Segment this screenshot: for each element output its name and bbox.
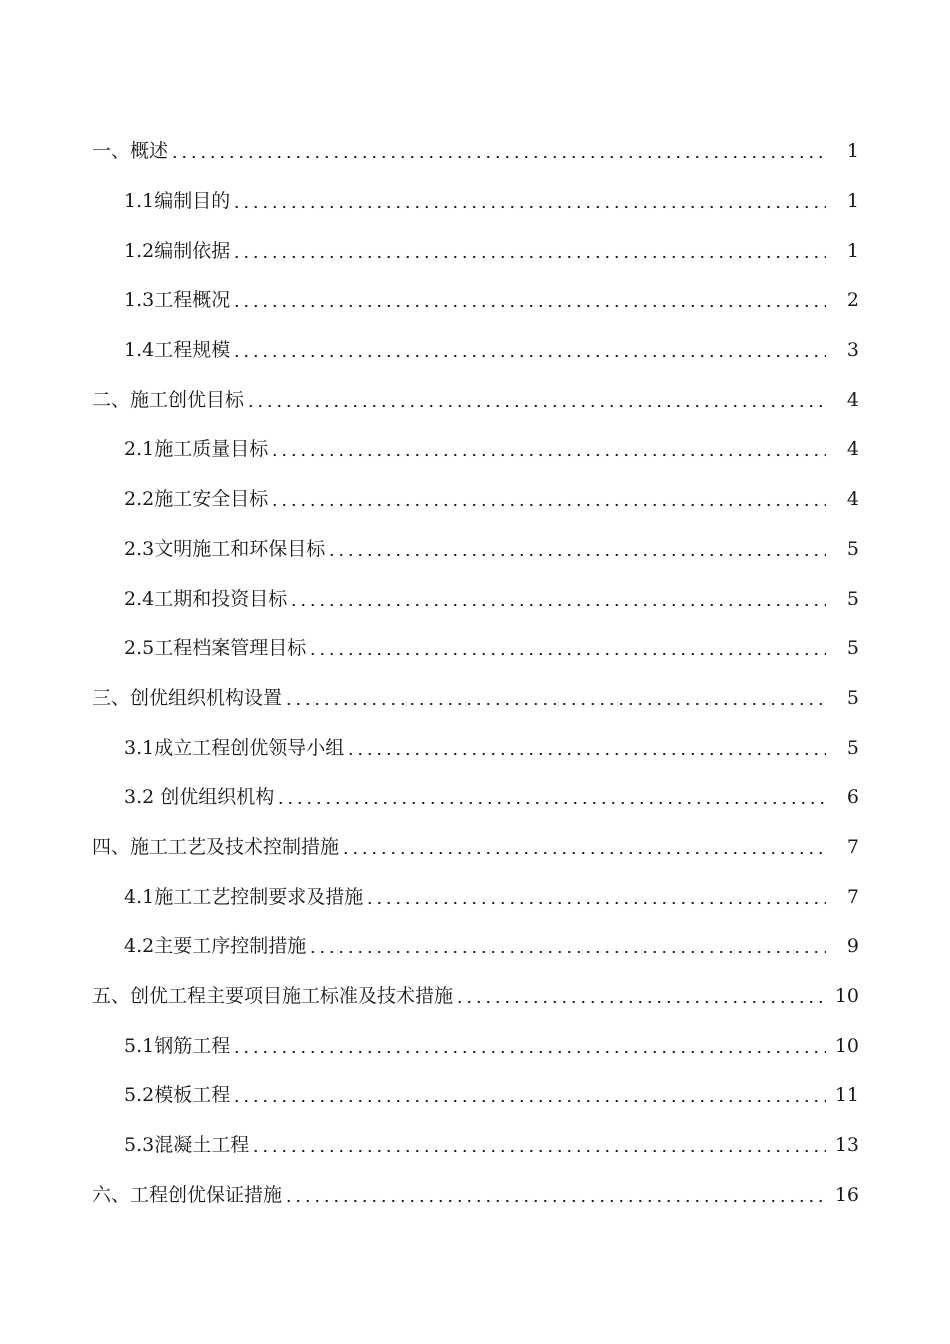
toc-entry-title: 5.3混凝土工程 xyxy=(124,1134,250,1157)
toc-dot-leader xyxy=(251,1136,826,1155)
toc-subsection-entry[interactable] xyxy=(0,574,950,624)
toc-section-entry[interactable] xyxy=(0,674,950,724)
toc-page-number: 3 xyxy=(846,339,859,362)
toc-dot-leader xyxy=(246,391,826,410)
toc-dot-leader xyxy=(232,1037,826,1056)
toc-dot-leader xyxy=(341,838,826,857)
toc-entry-title: 2.2施工安全目标 xyxy=(124,488,269,511)
toc-subsection-entry[interactable] xyxy=(0,326,950,376)
toc-page-number: 5 xyxy=(846,637,859,660)
toc-subsection-entry[interactable] xyxy=(0,1021,950,1071)
toc-subsection-entry[interactable] xyxy=(0,872,950,922)
toc-entry-title: 3.2 创优组织机构 xyxy=(124,786,275,809)
toc-section-entry[interactable] xyxy=(0,823,950,873)
toc-entry-title: 1.1编制目的 xyxy=(124,190,231,213)
toc-page-number: 2 xyxy=(846,289,859,312)
toc-section-entry[interactable] xyxy=(0,1170,950,1220)
toc-subsection-entry[interactable] xyxy=(0,177,950,227)
toc-page-number: 6 xyxy=(846,786,859,809)
toc-entry-title: 二、施工创优目标 xyxy=(92,388,245,411)
toc-dot-leader xyxy=(455,987,826,1006)
toc-subsection-entry[interactable] xyxy=(0,276,950,326)
toc-dot-leader xyxy=(270,440,826,459)
toc-dot-leader xyxy=(346,739,826,758)
toc-entry-title: 1.2编制依据 xyxy=(124,239,231,262)
toc-page-number: 4 xyxy=(846,388,859,411)
toc-page-number: 1 xyxy=(846,190,859,213)
toc-section-entry[interactable] xyxy=(0,972,950,1022)
toc-page-number: 9 xyxy=(846,935,859,958)
toc-entry-title: 3.1成立工程创优领导小组 xyxy=(124,736,345,759)
toc-page-number: 1 xyxy=(846,140,859,163)
toc-dot-leader xyxy=(276,788,826,807)
table-of-contents xyxy=(0,127,950,1220)
toc-page-number: 1 xyxy=(846,239,859,262)
toc-dot-leader xyxy=(289,590,826,609)
toc-subsection-entry[interactable] xyxy=(0,773,950,823)
toc-page-number: 16 xyxy=(834,1183,859,1206)
toc-entry-title: 2.4工期和投资目标 xyxy=(124,587,288,610)
toc-section-entry[interactable] xyxy=(0,127,950,177)
toc-dot-leader xyxy=(232,1086,826,1105)
toc-page-number: 5 xyxy=(846,537,859,560)
toc-subsection-entry[interactable] xyxy=(0,1121,950,1171)
toc-page-number: 5 xyxy=(846,587,859,610)
toc-subsection-entry[interactable] xyxy=(0,226,950,276)
toc-dot-leader xyxy=(327,540,826,559)
toc-subsection-entry[interactable] xyxy=(0,525,950,575)
toc-entry-title: 2.1施工质量目标 xyxy=(124,438,269,461)
toc-entry-title: 1.3工程概况 xyxy=(124,289,231,312)
toc-entry-title: 六、工程创优保证措施 xyxy=(92,1183,283,1206)
toc-page-number: 10 xyxy=(834,985,859,1008)
toc-page-number: 5 xyxy=(846,736,859,759)
toc-entry-title: 4.1施工工艺控制要求及措施 xyxy=(124,885,364,908)
toc-entry-title: 5.2模板工程 xyxy=(124,1084,231,1107)
toc-entry-title: 一、概述 xyxy=(92,140,169,163)
toc-dot-leader xyxy=(232,291,826,310)
toc-subsection-entry[interactable] xyxy=(0,425,950,475)
toc-page-number: 13 xyxy=(834,1134,859,1157)
toc-entry-title: 四、施工工艺及技术控制措施 xyxy=(92,835,340,858)
toc-dot-leader xyxy=(284,1186,826,1205)
toc-dot-leader xyxy=(232,341,826,360)
toc-subsection-entry[interactable] xyxy=(0,475,950,525)
toc-entry-title: 2.3文明施工和环保目标 xyxy=(124,537,326,560)
toc-entry-title: 5.1钢筋工程 xyxy=(124,1034,231,1057)
toc-entry-title: 2.5工程档案管理目标 xyxy=(124,637,307,660)
toc-page-number: 7 xyxy=(846,835,859,858)
toc-page-number: 5 xyxy=(846,686,859,709)
toc-dot-leader xyxy=(232,192,826,211)
toc-page-number: 4 xyxy=(846,438,859,461)
toc-section-entry[interactable] xyxy=(0,375,950,425)
toc-dot-leader xyxy=(365,888,826,907)
toc-dot-leader xyxy=(308,937,826,956)
toc-dot-leader xyxy=(284,689,826,708)
toc-dot-leader xyxy=(270,490,826,509)
toc-dot-leader xyxy=(308,639,826,658)
toc-page-number: 7 xyxy=(846,885,859,908)
toc-entry-title: 4.2主要工序控制措施 xyxy=(124,935,307,958)
toc-dot-leader xyxy=(170,142,826,161)
toc-entry-title: 1.4工程规模 xyxy=(124,339,231,362)
toc-entry-title: 三、创优组织机构设置 xyxy=(92,686,283,709)
toc-entry-title: 五、创优工程主要项目施工标准及技术措施 xyxy=(92,985,454,1008)
toc-subsection-entry[interactable] xyxy=(0,624,950,674)
toc-page-number: 4 xyxy=(846,488,859,511)
toc-page-number: 10 xyxy=(834,1034,859,1057)
toc-page-number: 11 xyxy=(834,1084,859,1107)
toc-subsection-entry[interactable] xyxy=(0,1071,950,1121)
toc-dot-leader xyxy=(232,242,826,261)
toc-subsection-entry[interactable] xyxy=(0,723,950,773)
toc-subsection-entry[interactable] xyxy=(0,922,950,972)
